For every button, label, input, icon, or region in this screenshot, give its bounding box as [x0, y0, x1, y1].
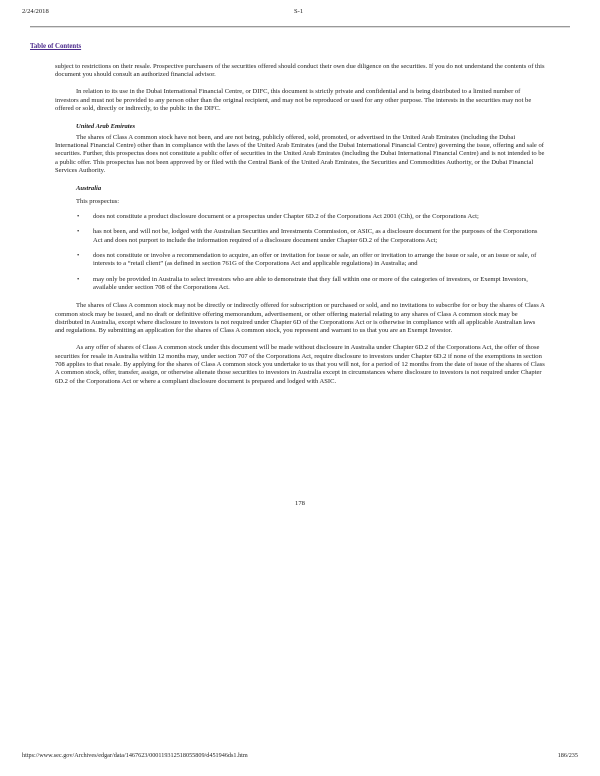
source-url: https://www.sec.gov/Archives/edgar/data/1467623/000119312518055809/d451946ds1.htm: [22, 752, 248, 759]
table-of-contents-link[interactable]: Table of Contents: [30, 43, 82, 50]
print-date: 2/24/2018: [22, 8, 49, 15]
australia-bullet-list: [55, 213, 545, 292]
document-title: S-1: [294, 8, 304, 15]
print-header: [22, 8, 578, 22]
page-number: 178: [295, 500, 305, 507]
list-item-text: may only be provided in Australia to select investors who are able to demonstrate that they fall within one or more of the categories of investors, or Exempt Investors, available under section 708 of the Corporations Act.: [93, 275, 528, 292]
paragraph-resale-restrictions: subject to restrictions on their resale. Prospective purchasers of the securities offered should conduct their own due diligence on the securities. If you do not understand the contents of this document you should consult an authorized financial advisor.: [55, 63, 545, 79]
bullet-icon: •: [77, 228, 80, 236]
list-item: [55, 228, 545, 245]
paragraph-australia-offer-restrictions: The shares of Class A common stock may not be directly or indirectly offered for subscription or purchased or sold, and no invitations to subscribe for or buy the shares of Class A common stock may be issued, and no draft or definitive offering memorandum, advertisement, or other offering material relating to any shares of Class A common stock may be distributed in Australia, except where disclosure to investors is not required under Chapter 6D of the Corporations Act or is otherwise in compliance with all applicable Australian laws and regulations. By submitting an application for the shares of Class A common stock, you represent and warrant to us that you are an Exempt Investor.: [55, 302, 545, 335]
list-item: [55, 252, 545, 269]
section-heading-uae: United Arab Emirates: [76, 123, 136, 131]
print-page-counter: 186/235: [557, 752, 578, 759]
paragraph-uae: The shares of Class A common stock have not been, and are not being, publicly offered, sold, promoted, or advertised in the United Arab Emirates (including the Dubai International Financial Centre) other than in compliance with the laws of the United Arab Emirates (and the Dubai International Financial Centre) governing the issue, offering and sale of securities. Further, this prospectus does not constitute a public offer of securities in the United Arab Emirates (including the Dubai International Financial Centre) and is not intended to be a public offer. This prospectus has not been approved by or filed with the Central Bank of the United Arab Emirates, the Securities and Commodities Authority, or the Dubai Financial Services Authority.: [55, 133, 545, 174]
bullet-icon: •: [77, 252, 80, 259]
section-heading-australia: Australia: [76, 185, 102, 193]
paragraph-difc: In relation to its use in the Dubai International Financial Centre, or DIFC, this document is strictly private and confidential and is being distributed to a limited number of investors and must not be provided to any person other than the original recipient, and may not be reproduced or used for any other purpose. The interests in the securities may not be offered or sold, directly or indirectly, to the public in the DIFC.: [55, 88, 532, 112]
paragraph-australia-resale: As any offer of shares of Class A common stock under this document will be made without disclosure in Australia under Chapter 6D.2 of the Corporations Act, the offer of those securities for resale in Australia within 12 months may, under section 707 of the Corporations Act, require disclosure to investors under Chapter 6D.2 if none of the exemptions in section 708 applies to that resale. By applying for the shares of Class A common stock you undertake to us that you will not, for a period of 12 months from the date of issue of the shares of Class A common stock, offer, transfer, assign, or otherwise alienate those securities to investors in Australia except in circumstances where disclosure to investors is not required under Chapter 6D.2 of the Corporations Act or where a compliant disclosure document is prepared and lodged with ASIC.: [55, 344, 545, 385]
bullet-icon: •: [77, 275, 80, 283]
document-body: [55, 63, 545, 394]
list-item: [55, 276, 545, 293]
list-item-text: does not constitute a product disclosure document or a prospectus under Chapter 6D.2 of the Corporations Act 2001 (Cth), or the Corporations Act;: [93, 212, 479, 220]
header-divider: [30, 26, 570, 28]
list-item: [55, 213, 545, 221]
australia-intro: This prospectus:: [76, 197, 120, 205]
list-item-text: has not been, and will not be, lodged with the Australian Securities and Investments Commission, or ASIC, as a disclosure document for the purposes of the Corporations Act and does not purport to include the information required of a disclosure document under Chapter 6D.2 of the Corporations Act;: [93, 228, 538, 244]
list-item-text: does not constitute or involve a recommendation to acquire, an offer or invitation for issue or sale, an offer or invitation to arrange the issue or sale, or an issue or sale, of interests to a “retail client” (as defined in section 761G of the Corporations Act and applicable regulations) in Australia; and: [93, 252, 537, 268]
bullet-icon: •: [77, 212, 80, 220]
